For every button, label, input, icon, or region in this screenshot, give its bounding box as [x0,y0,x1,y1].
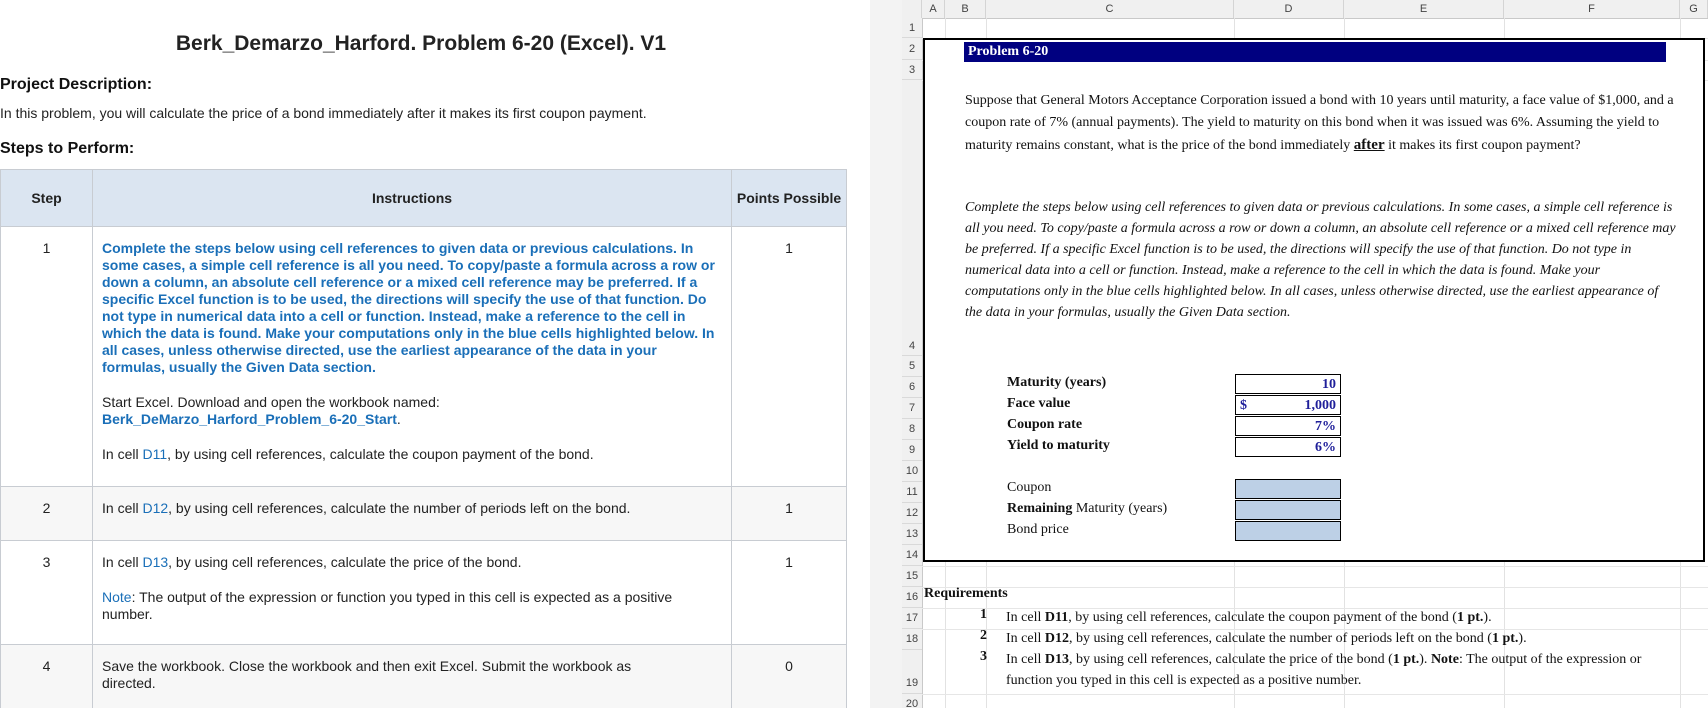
excel-spreadsheet[interactable] [902,0,1708,708]
points-column-header: Points Possible [732,170,847,227]
requirement-text[interactable]: In cell D11, by using cell references, calculate the coupon payment of the bond (1 pt.). [1006,610,1492,625]
column-header-g[interactable]: G [1680,0,1708,18]
maturity-cell[interactable]: 10 [1235,374,1341,394]
cell-d12-input[interactable] [1235,500,1341,520]
requirements-title[interactable]: Requirements [924,586,1008,601]
step-points: 1 [732,487,847,541]
cell-reference: D12 [142,500,169,516]
requirement-text[interactable]: In cell D13, by using cell references, calculate the price of the bond (1 pt.). Note: The output of the expression or function you typed in this cell is expected as a positive number. [1006,652,1642,688]
step-note: Note: The output of the expression or function you typed in this cell is expected as a positive number. [102,589,673,622]
row-header[interactable]: 8 [902,419,922,440]
gridline [922,566,1708,567]
table-row [1,541,847,645]
row-headers [902,18,923,708]
step-points: 0 [732,645,847,708]
select-all-corner[interactable] [902,0,922,18]
requirement-text[interactable]: In cell D12, by using cell references, calculate the number of periods left on the bond (1 pt.). [1006,631,1527,646]
row-header[interactable]: 9 [902,440,922,461]
currency-symbol: $ [1240,398,1247,413]
step-instructions: In cell D12, by using cell references, calculate the number of periods left on the bond. [93,487,732,541]
step-task: In cell D11, by using cell references, calculate the coupon payment of the bond. [102,446,594,462]
table-row [1,227,847,487]
problem-instructions[interactable]: Complete the steps below using cell references to given data or previous calculations. In some cases, a simple cell reference is all you need. To copy/paste a formula across a row or down a column, an absolute cell reference or a mixed cell reference may be preferred. If a specific Excel function is to be used, the directions will specify the use of that function. Do not type in numerical data into a cell or function. Instead, make a reference to the cell in which the data is found. Make your computations only in the blue cells highlighted below. In all cases, unless otherwise directed, use the earliest appearance of the data in your formulas, usually the Given Data section. [965,200,1676,320]
panel-divider [870,0,902,708]
workbook-name: Berk_DeMarzo_Harford_Problem_6-20_Start. [102,411,401,427]
row-header[interactable]: 15 [902,566,922,587]
requirement-number[interactable]: 1 [980,607,987,622]
step-instructions [93,227,732,487]
workbook-link[interactable]: Berk_DeMarzo_Harford_Problem_6-20_Start [102,411,397,427]
step-number: 2 [1,487,93,541]
row-header[interactable]: 3 [902,60,922,80]
face-value-label[interactable]: Face value [1007,396,1071,411]
step-intro-text: Complete the steps below using cell references to given data or previous calculations. In some cases, a simple cell reference is all you need. To copy/paste a formula across a row or down a column, an absolute cell reference or a mixed cell reference may be preferred. If a specific Excel function is to be used, the directions will specify the use of that function. Do not type in numerical data into a cell or function. Instead, make a reference to the cell in which the data is found. Make your computations only in the blue cells highlighted below. In all cases, unless otherwise directed, use the earliest appearance of the data in your formulas, usually the Given Data section. [102,240,715,375]
row-header[interactable]: 2 [902,38,922,60]
column-header-d[interactable]: D [1234,0,1344,18]
gridline [922,694,1708,695]
row-header[interactable]: 16 [902,587,922,608]
step-column-header: Step [1,170,93,227]
bond-price-label[interactable]: Bond price [1007,522,1069,537]
step-task: In cell D13, by using cell references, calculate the price of the bond. [102,554,522,570]
cell-d11-input[interactable] [1235,479,1341,499]
row-header[interactable]: 18 [902,629,922,650]
note-label: Note [102,589,132,605]
yield-label[interactable]: Yield to maturity [1007,438,1110,453]
step-points: 1 [732,541,847,645]
cell-d13-input[interactable] [1235,521,1341,541]
step-instructions: Save the workbook. Close the workbook and then exit Excel. Submit the workbook as directed. [93,645,732,708]
instructions-column-header: Instructions [93,170,732,227]
row-header[interactable]: 4 [902,80,922,356]
row-header[interactable]: 17 [902,608,922,629]
maturity-label[interactable]: Maturity (years) [1007,375,1107,390]
row-header[interactable]: 1 [902,18,922,38]
cell-reference: D11 [142,446,168,462]
gridline [922,587,1708,588]
start-excel-text: Start Excel. Download and open the workbook named: [102,394,440,410]
table-row [1,645,847,708]
row-header[interactable]: 19 [902,650,922,694]
coupon-label[interactable]: Coupon [1007,480,1052,495]
row-header[interactable]: 7 [902,398,922,419]
project-description-text: In this problem, you will calculate the price of a bond immediately after it makes its first coupon payment. [0,105,647,121]
row-header[interactable]: 11 [902,482,922,503]
coupon-rate-label[interactable]: Coupon rate [1007,417,1083,432]
step-number: 1 [1,227,93,487]
row-header[interactable]: 6 [902,377,922,398]
row-header[interactable]: 5 [902,356,922,377]
column-header-f[interactable]: F [1504,0,1680,18]
yield-cell[interactable]: 6% [1235,437,1341,457]
page-title: Berk_Demarzo_Harford. Problem 6-20 (Excel). V1 [175,32,667,55]
steps-table-header [1,170,847,227]
column-headers [902,0,1708,19]
face-value-cell[interactable]: $ 1,000 [1235,395,1341,415]
requirement-number[interactable]: 2 [980,628,987,643]
problem-statement[interactable]: Suppose that General Motors Acceptance Corporation issued a bond with 10 years until maturity, a face value of $1,000, and a coupon rate of 7% (annual payments). The yield to maturity on this bond when it was issued was 6%. Assuming the yield to maturity remains constant, what is the price of the bond immediately after it makes its first coupon payment? [965,93,1674,153]
step-number: 3 [1,541,93,645]
column-header-c[interactable]: C [986,0,1234,18]
row-header[interactable]: 20 [902,694,922,708]
cell-reference: D13 [142,554,169,570]
project-description-heading: Project Description: [0,76,153,93]
coupon-rate-cell[interactable]: 7% [1235,416,1341,436]
row-header[interactable]: 10 [902,461,922,482]
steps-table [0,169,847,708]
column-header-b[interactable]: B [945,0,986,18]
requirement-number[interactable]: 3 [980,649,987,664]
column-header-e[interactable]: E [1344,0,1504,18]
row-header[interactable]: 13 [902,524,922,545]
step-number: 4 [1,645,93,708]
table-row [1,487,847,541]
row-header[interactable]: 12 [902,503,922,524]
steps-heading: Steps to Perform: [0,140,135,157]
remaining-maturity-label[interactable]: Remaining Maturity (years) [1007,501,1168,516]
problem-title[interactable]: Problem 6-20 [964,42,1666,62]
row-header[interactable]: 14 [902,545,922,566]
step-points: 1 [732,227,847,487]
step-instructions [93,541,732,645]
column-header-a[interactable]: A [922,0,945,18]
